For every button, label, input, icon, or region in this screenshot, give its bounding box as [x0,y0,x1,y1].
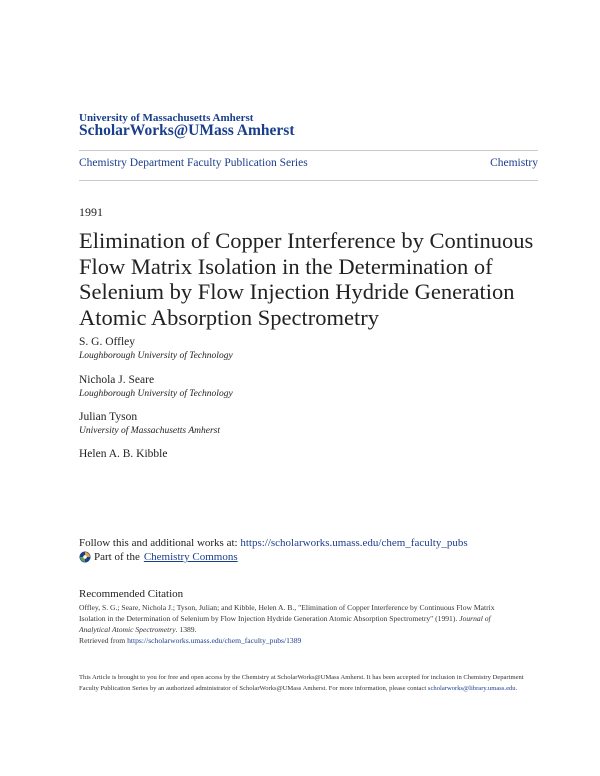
top-divider [79,150,538,151]
commons-network-icon [79,551,91,563]
author-name: Julian Tyson [79,411,138,423]
citation-issue: . 1389. [175,625,197,634]
retrieved-label: Retrieved from [79,636,126,645]
title-line: Selenium by Flow Injection Hydride Generation [79,279,515,304]
part-of-label: Part of the [94,551,140,563]
chemistry-commons-link[interactable]: Chemistry Commons [143,551,238,563]
author-affiliation: Loughborough University of Technology [79,389,233,399]
author-name: S. G. Offley [79,336,136,348]
article-url-link[interactable]: https://scholarworks.umass.edu/chem_faculty_pubs/1389 [127,636,302,645]
series-link[interactable]: Chemistry Department Faculty Publication Series [79,157,308,169]
follow-line [79,537,468,549]
notice-text: This Article is brought to you for free and open access by the Chemistry at ScholarWorks@UMass Amherst. It has been accepted for inclusion in Chemistry Department Faculty Publication Series by an authorized administrator of ScholarWorks@UMass Amherst. For more information, please contact [79,674,524,692]
notice-end: . [515,685,518,692]
collection-url-link[interactable]: https://scholarworks.umass.edu/chem_faculty_pubs [240,537,468,549]
citation-heading: Recommended Citation [79,588,184,600]
journal-name: Journal of Analytical Atomic Spectrometry [79,614,491,634]
author-name: Helen A. B. Kibble [79,448,168,460]
access-notice [79,672,529,694]
institution-name[interactable]: University of Massachusetts Amherst [79,112,254,124]
citation-body: Offley, S. G.; Seare, Nichola J.; Tyson, Julian; and Kibble, Helen A. B., "Elimination of Copper Interference by Continuous Flow Matrix Isolation in the Determination of Selenium by Flow Injection Hydride Generation Atomic Absorption Spectrometry" (1991). [79,603,495,623]
citation-text [79,602,519,635]
author-affiliation: University of Massachusetts Amherst [79,426,220,436]
retrieved-line [79,636,301,645]
title-line: Flow Matrix Isolation in the Determination of [79,253,493,279]
title-line: Elimination of Copper Interference by Continuous [79,228,534,253]
contact-email-link[interactable]: scholarworks@library.umass.edu [427,685,516,692]
department-link[interactable]: Chemistry [490,157,538,169]
repository-name[interactable]: ScholarWorks@UMass Amherst [79,122,295,139]
author-affiliation: Loughborough University of Technology [79,351,233,361]
bottom-divider [79,180,538,181]
title-line: Atomic Absorption Spectrometry [79,304,379,330]
paper-title [79,228,549,330]
author-name: Nichola J. Seare [79,374,155,386]
follow-label: Follow this and additional works at: [79,537,238,549]
publication-year: 1991 [79,205,103,219]
part-of-line [79,551,238,563]
